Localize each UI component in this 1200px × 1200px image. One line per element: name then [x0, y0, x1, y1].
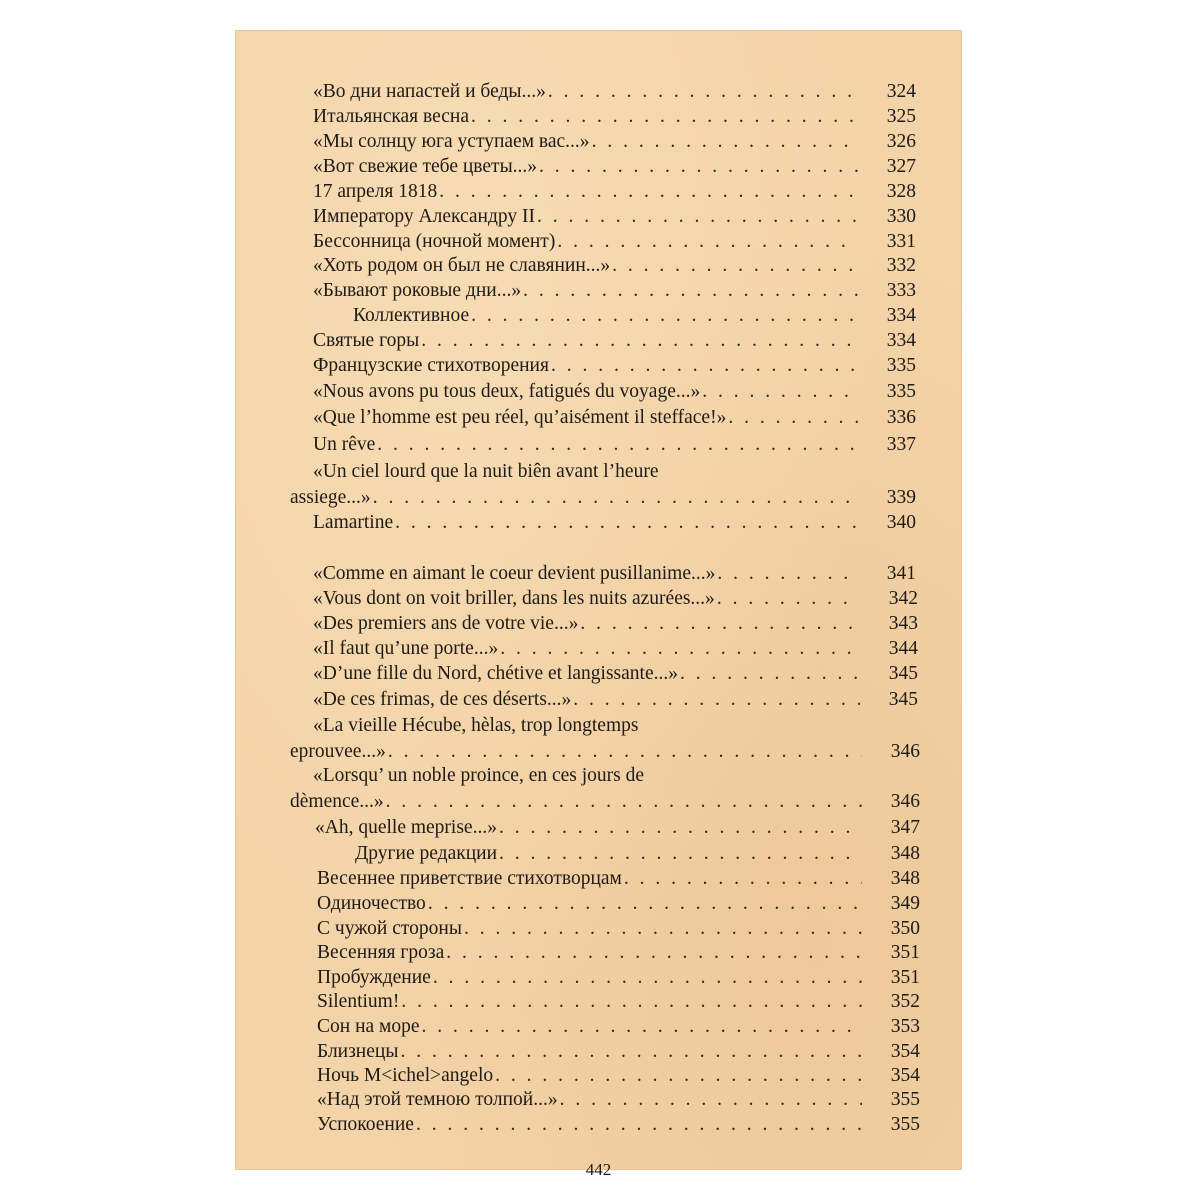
dot-leader — [500, 637, 860, 661]
dot-leader — [377, 433, 858, 457]
dot-leader — [400, 1040, 862, 1064]
toc-entry-page: 343 — [888, 613, 918, 634]
dot-leader — [548, 80, 858, 104]
toc-entry-title: 17 апреля 1818 — [313, 181, 438, 202]
dot-leader — [428, 892, 862, 916]
toc-entry-page: 353 — [890, 1016, 920, 1037]
toc-entry — [313, 155, 916, 179]
toc-entry-page: 331 — [886, 231, 916, 252]
toc-entry — [317, 966, 920, 990]
toc-entry-title: Silentium! — [317, 991, 400, 1012]
dot-leader — [471, 304, 858, 328]
toc-entry-title: Коллективное — [353, 305, 470, 326]
dot-leader — [373, 486, 858, 510]
toc-entry-page: 328 — [886, 181, 916, 202]
toc-entry-page: 333 — [886, 280, 916, 301]
toc-entry-page: 327 — [886, 156, 916, 177]
toc-entry — [313, 279, 916, 303]
toc-entry — [313, 587, 918, 611]
toc-entry-title: «Il faut qu’une porte...» — [313, 638, 499, 659]
toc-entry-title: «Мы солнцу юга уступаем вас...» — [313, 131, 590, 152]
toc-entry-title: «Vous dont on voit briller, dans les nuits azurées...» — [313, 588, 715, 609]
dot-leader — [523, 279, 858, 303]
toc-entry — [313, 380, 916, 404]
toc-entry — [313, 433, 916, 457]
toc-entry — [313, 688, 918, 712]
dot-leader — [499, 816, 862, 840]
toc-entry-page: 351 — [890, 967, 920, 988]
dot-leader — [495, 1064, 862, 1088]
dot-leader — [395, 511, 858, 535]
toc-entry-page: 345 — [888, 689, 918, 710]
toc-entry-page: 324 — [886, 81, 916, 102]
toc-entry-title: Святые горы — [313, 330, 420, 351]
dot-leader — [446, 941, 862, 965]
dot-leader — [401, 990, 862, 1014]
dot-leader — [416, 1113, 862, 1137]
dot-leader — [537, 205, 858, 229]
toc-entry — [313, 205, 916, 229]
dot-leader — [439, 180, 858, 204]
toc-entry-page: 325 — [886, 106, 916, 127]
dot-leader — [551, 354, 858, 378]
book-page — [235, 30, 962, 1179]
toc-entry-title: «Comme en aimant le coeur devient pusillanime...» — [313, 563, 716, 584]
toc-entry-title: «Во дни напастей и беды...» — [313, 81, 546, 102]
toc-entry-page: 348 — [890, 868, 920, 889]
dot-leader — [573, 688, 860, 712]
dot-leader — [539, 155, 858, 179]
toc-entry — [313, 637, 918, 661]
toc-entry-page: 334 — [886, 330, 916, 351]
toc-entry-title: Пробуждение — [317, 967, 431, 988]
toc-entry-page: 342 — [888, 588, 918, 609]
toc-entry-title: Lamartine — [313, 512, 394, 533]
toc-entry — [317, 1113, 920, 1137]
toc-entry-title: Бессонница (ночной момент) — [313, 231, 556, 252]
toc-entry-title: «Бывают роковые дни...» — [313, 280, 522, 301]
toc-entry-page: 336 — [886, 407, 916, 428]
dot-leader — [717, 562, 858, 586]
dot-leader — [702, 380, 858, 404]
toc-entry-page: 345 — [888, 663, 918, 684]
toc-entry-page: 335 — [886, 355, 916, 376]
toc-entry-title: Одиночество — [317, 893, 426, 914]
dot-leader — [580, 612, 860, 636]
toc-entry — [317, 892, 920, 916]
dot-leader — [612, 254, 858, 278]
toc-entry — [317, 867, 920, 891]
toc-entry-title: «Des premiers ans de votre vie...» — [313, 613, 579, 634]
toc-entry-page: 350 — [890, 918, 920, 939]
toc-entry-page: 352 — [890, 991, 920, 1012]
toc-entry-title: «De ces frimas, de ces déserts...» — [313, 689, 572, 710]
toc-entry-title-line1: «La vieille Hécube, hèlas, trop longtemps — [313, 715, 639, 736]
dot-leader — [421, 329, 858, 353]
dot-leader — [464, 917, 862, 941]
dot-leader — [592, 130, 858, 154]
toc-entry-title: Весеннее приветствие стихотворцам — [317, 868, 622, 889]
toc-entry — [313, 254, 916, 278]
dot-leader — [557, 230, 858, 254]
toc-entry-title: «Que l’homme est peu réel, qu’aisément il stefface!» — [313, 407, 727, 428]
toc-entry-page: 344 — [888, 638, 918, 659]
toc-entry-title: Сон на море — [317, 1016, 420, 1037]
toc-entry-title: Ночь M<ichel>angelo — [317, 1065, 494, 1086]
toc-entry — [313, 180, 916, 204]
toc-entry-title: «Ah, quelle meprise...» — [315, 817, 497, 838]
toc-entry — [313, 105, 916, 129]
toc-entry-page: 355 — [890, 1089, 920, 1110]
dot-leader — [624, 867, 862, 891]
dot-leader — [471, 105, 858, 129]
toc-entry-title: «Хоть родом он был не славянин...» — [313, 255, 611, 276]
toc-entry-page: 351 — [890, 942, 920, 963]
dot-leader — [422, 1015, 862, 1039]
toc-entry — [317, 1088, 920, 1112]
toc-entry-title: eprouvee...» — [290, 741, 386, 762]
toc-entry-title: С чужой стороны — [317, 918, 462, 939]
toc-entry-title: Французские стихотворения — [313, 355, 549, 376]
toc-entry-page: 335 — [886, 381, 916, 402]
toc-entry-page: 339 — [886, 487, 916, 508]
toc-entry — [317, 941, 920, 965]
dot-leader — [680, 662, 860, 686]
dot-leader — [388, 740, 862, 764]
toc-entry — [355, 842, 920, 866]
toc-entry-title: Императору Александру II — [313, 206, 536, 227]
toc-entry-title: Un rêve — [313, 434, 376, 455]
toc-entry-title: dèmence...» — [290, 791, 384, 812]
toc-entry — [313, 354, 916, 378]
toc-entry-title: Итальянская весна — [313, 106, 470, 127]
toc-entry-page: 347 — [890, 817, 920, 838]
toc-entry — [313, 406, 916, 430]
toc-entry-title: «Вот свежие тебе цветы...» — [313, 156, 538, 177]
toc-entry-title: Весенняя гроза — [317, 942, 445, 963]
toc-entry-page: 340 — [886, 512, 916, 533]
dot-leader — [717, 587, 860, 611]
toc-entry — [313, 662, 918, 686]
toc-entry-page: 348 — [890, 843, 920, 864]
toc-entry-page: 355 — [890, 1114, 920, 1135]
toc-entry — [317, 1015, 920, 1039]
toc-entry-page: 332 — [886, 255, 916, 276]
dot-leader — [560, 1088, 862, 1112]
toc-entry-title: «D’une fille du Nord, chétive et langissante...» — [313, 663, 678, 684]
toc-entry — [315, 816, 920, 840]
dot-leader — [433, 966, 862, 990]
toc-entry — [317, 917, 920, 941]
toc-entry — [353, 304, 916, 328]
toc-entry-page: 346 — [890, 791, 920, 812]
toc-entry — [313, 130, 916, 154]
toc-entry — [290, 715, 920, 764]
toc-entry — [313, 612, 918, 636]
toc-entry-title: Другие редакции — [355, 843, 498, 864]
toc-entry — [313, 511, 916, 535]
table-of-contents — [235, 30, 962, 1170]
toc-entry — [313, 80, 916, 104]
toc-entry-page: 349 — [890, 893, 920, 914]
toc-entry — [313, 329, 916, 353]
toc-entry-title-line1: «Un ciel lourd que la nuit biên avant l’heure — [313, 461, 659, 482]
toc-entry — [290, 765, 920, 814]
toc-entry-page: 337 — [886, 434, 916, 455]
toc-entry-page: 354 — [890, 1065, 920, 1086]
toc-entry — [290, 461, 916, 510]
toc-entry-title: assiege...» — [290, 487, 371, 508]
toc-entry-page: 326 — [886, 131, 916, 152]
toc-entry — [317, 1040, 920, 1064]
toc-entry-page: 341 — [886, 563, 916, 584]
dot-leader — [728, 406, 858, 430]
toc-entry-title: «Над этой темною толпой...» — [317, 1089, 558, 1110]
toc-entry-page: 354 — [890, 1041, 920, 1062]
toc-entry — [313, 230, 916, 254]
toc-entry — [317, 990, 920, 1014]
toc-entry-page: 330 — [886, 206, 916, 227]
toc-entry — [317, 1064, 920, 1088]
toc-entry-page: 334 — [886, 305, 916, 326]
toc-entry-page: 346 — [890, 741, 920, 762]
dot-leader — [499, 842, 862, 866]
dot-leader — [386, 790, 862, 814]
page-number: 442 — [585, 1160, 612, 1179]
toc-entry-title: Близнецы — [317, 1041, 399, 1062]
toc-entry — [313, 562, 916, 586]
toc-entry-title: «Nous avons pu tous deux, fatigués du voyage...» — [313, 381, 701, 402]
toc-entry-title: Успокоение — [317, 1114, 414, 1135]
toc-entry-title-line1: «Lorsqu’ un noble proince, en ces jours de — [313, 765, 645, 786]
